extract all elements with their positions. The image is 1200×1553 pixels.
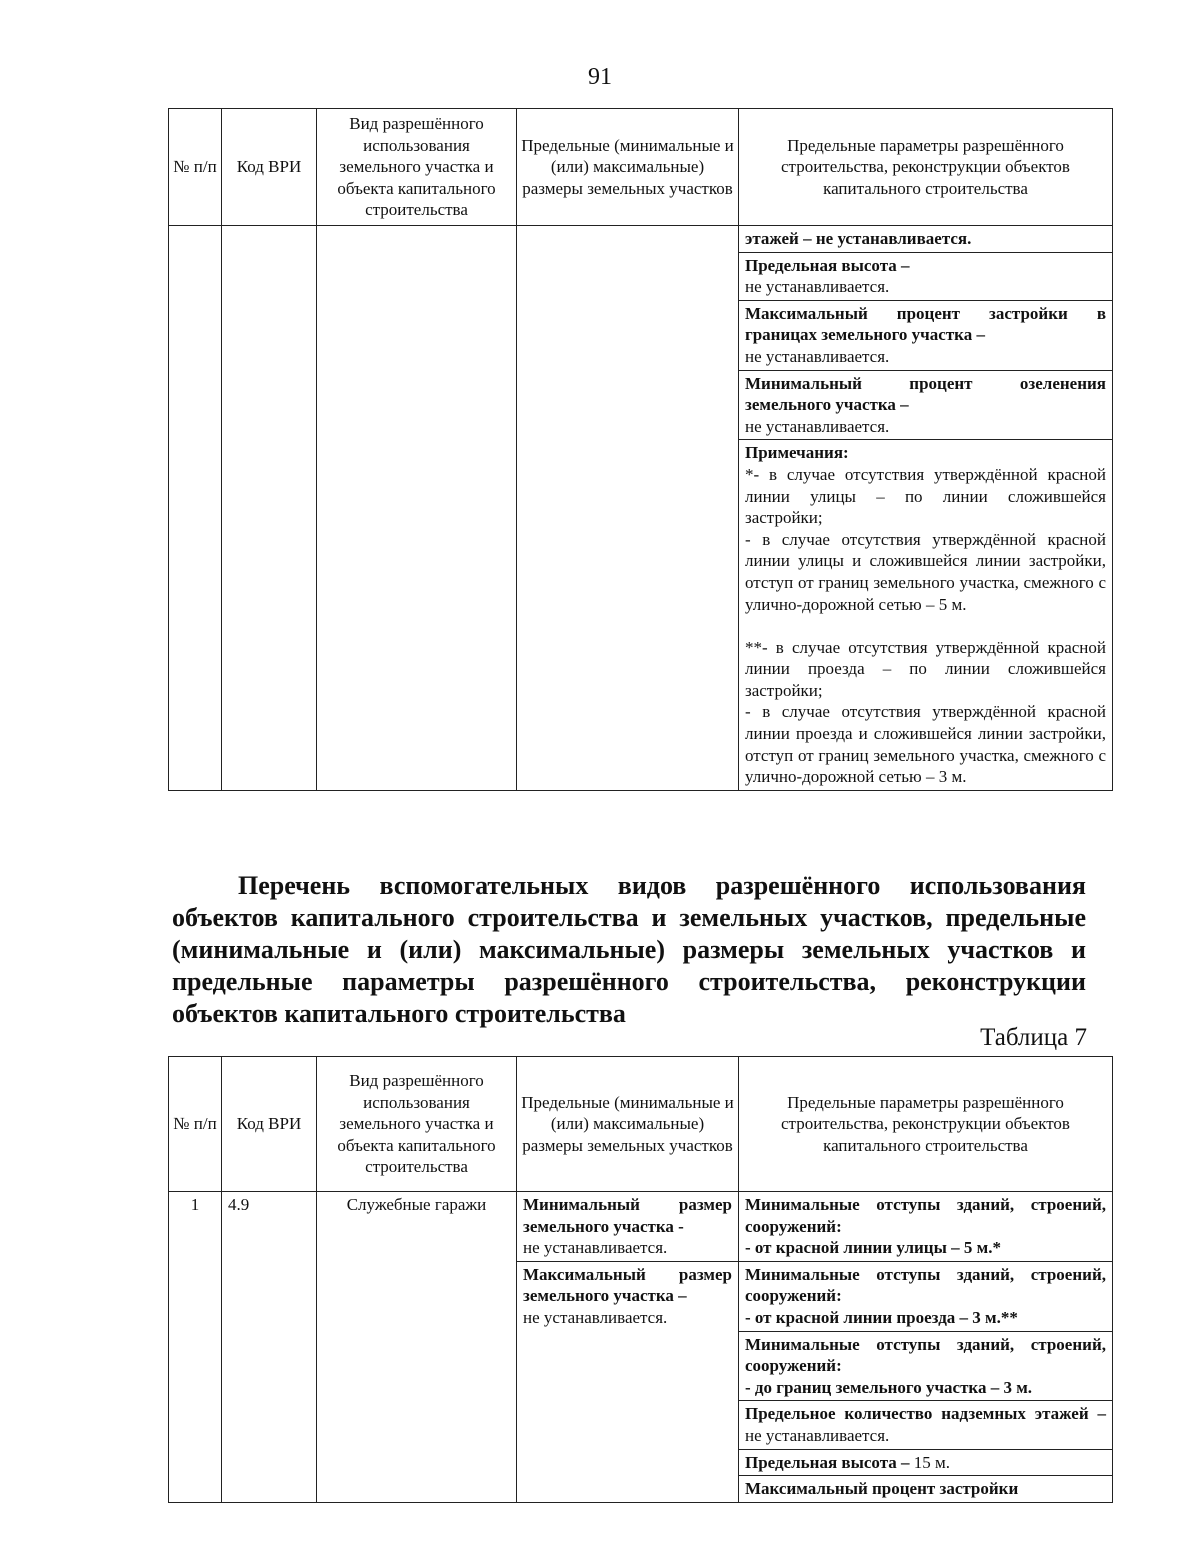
table-row [169,1192,1113,1262]
table-row [169,226,1113,253]
param-setback-boundary: Минимальные отступы зданий, строений, сооружений: - до границ земельного участка – 3 м. [739,1331,1113,1401]
table-header-row [169,1057,1113,1192]
header-vri: Вид разрешённого использования земельного участка и объекта капитального строительства [317,109,517,226]
param-max-height: Предельная высота – не устанавливается. [739,252,1113,300]
section-title: Перечень вспомогательных видов разрешённого использования объектов капитального строительства и земельных участков, предельные (минимальные и (или) максимальные) размеры земельных участков и предельные параметры разрешённого строительства, реконструкции объектов капитального строительства [172,871,1086,1028]
param-max-coverage: Максимальный процент застройки в границах земельного участка – не устанавливается. [739,300,1113,370]
cell-code: 4.9 [222,1192,317,1503]
header-params: Предельные параметры разрешённого строительства, реконструкции объектов капитального строительства [739,1057,1113,1192]
header-no: № п/п [169,109,222,226]
param-notes: Примечания: *- в случае отсутствия утверждённой красной линии улицы – по линии сложившейся застройки; - в случае отсутствия утверждённой красной линии улицы и сложившейся линии застройки, отступ от границ земельного участка, смежного с улично-дорожной сетью – 5 м. **- в случае отсутствия утверждённой красной линии проезда – по линии сложившейся застройки; - в случае отсутствия утверждённой красной линии проезда и сложившейся линии застройки, отступ от границ земельного участка, смежного с улично-дорожной сетью – 3 м. [739,440,1113,791]
param-height: Предельная высота – 15 м. [739,1449,1113,1476]
page-number: 91 [588,64,612,90]
header-no: № п/п [169,1057,222,1192]
param-floors-cont: этажей – не устанавливается. [739,226,1113,253]
param-floors: Предельное количество надземных этажей – не устанавливается. [739,1401,1113,1449]
auxiliary-uses-table [168,1056,1113,1503]
header-code: Код ВРИ [222,1057,317,1192]
cell-min-size: Минимальный размер земельного участка - не устанавливается. [517,1192,739,1262]
cell-no [169,226,222,791]
header-sizes: Предельные (минимальные и (или) максимальные) размеры земельных участков [517,109,739,226]
header-code: Код ВРИ [222,109,317,226]
cell-sizes [517,226,739,791]
header-params: Предельные параметры разрешённого строительства, реконструкции объектов капитального строительства [739,109,1113,226]
parameters-table-continued [168,108,1113,791]
param-setback-street: Минимальные отступы зданий, строений, сооружений: - от красной линии улицы – 5 м.* [739,1192,1113,1262]
cell-no: 1 [169,1192,222,1503]
table-caption: Таблица 7 [980,1024,1087,1051]
cell-code [222,226,317,791]
cell-max-size: Максимальный размер земельного участка – не устанавливается. [517,1261,739,1502]
table-header-row [169,109,1113,226]
param-min-greening: Минимальный процент озеленения земельного участка – не устанавливается. [739,370,1113,440]
param-coverage: Максимальный процент застройки [739,1476,1113,1503]
cell-vri: Служебные гаражи [317,1192,517,1503]
header-vri: Вид разрешённого использования земельного участка и объекта капитального строительства [317,1057,517,1192]
param-setback-passage: Минимальные отступы зданий, строений, сооружений: - от красной линии проезда – 3 м.** [739,1261,1113,1331]
header-sizes: Предельные (минимальные и (или) максимальные) размеры земельных участков [517,1057,739,1192]
cell-vri [317,226,517,791]
